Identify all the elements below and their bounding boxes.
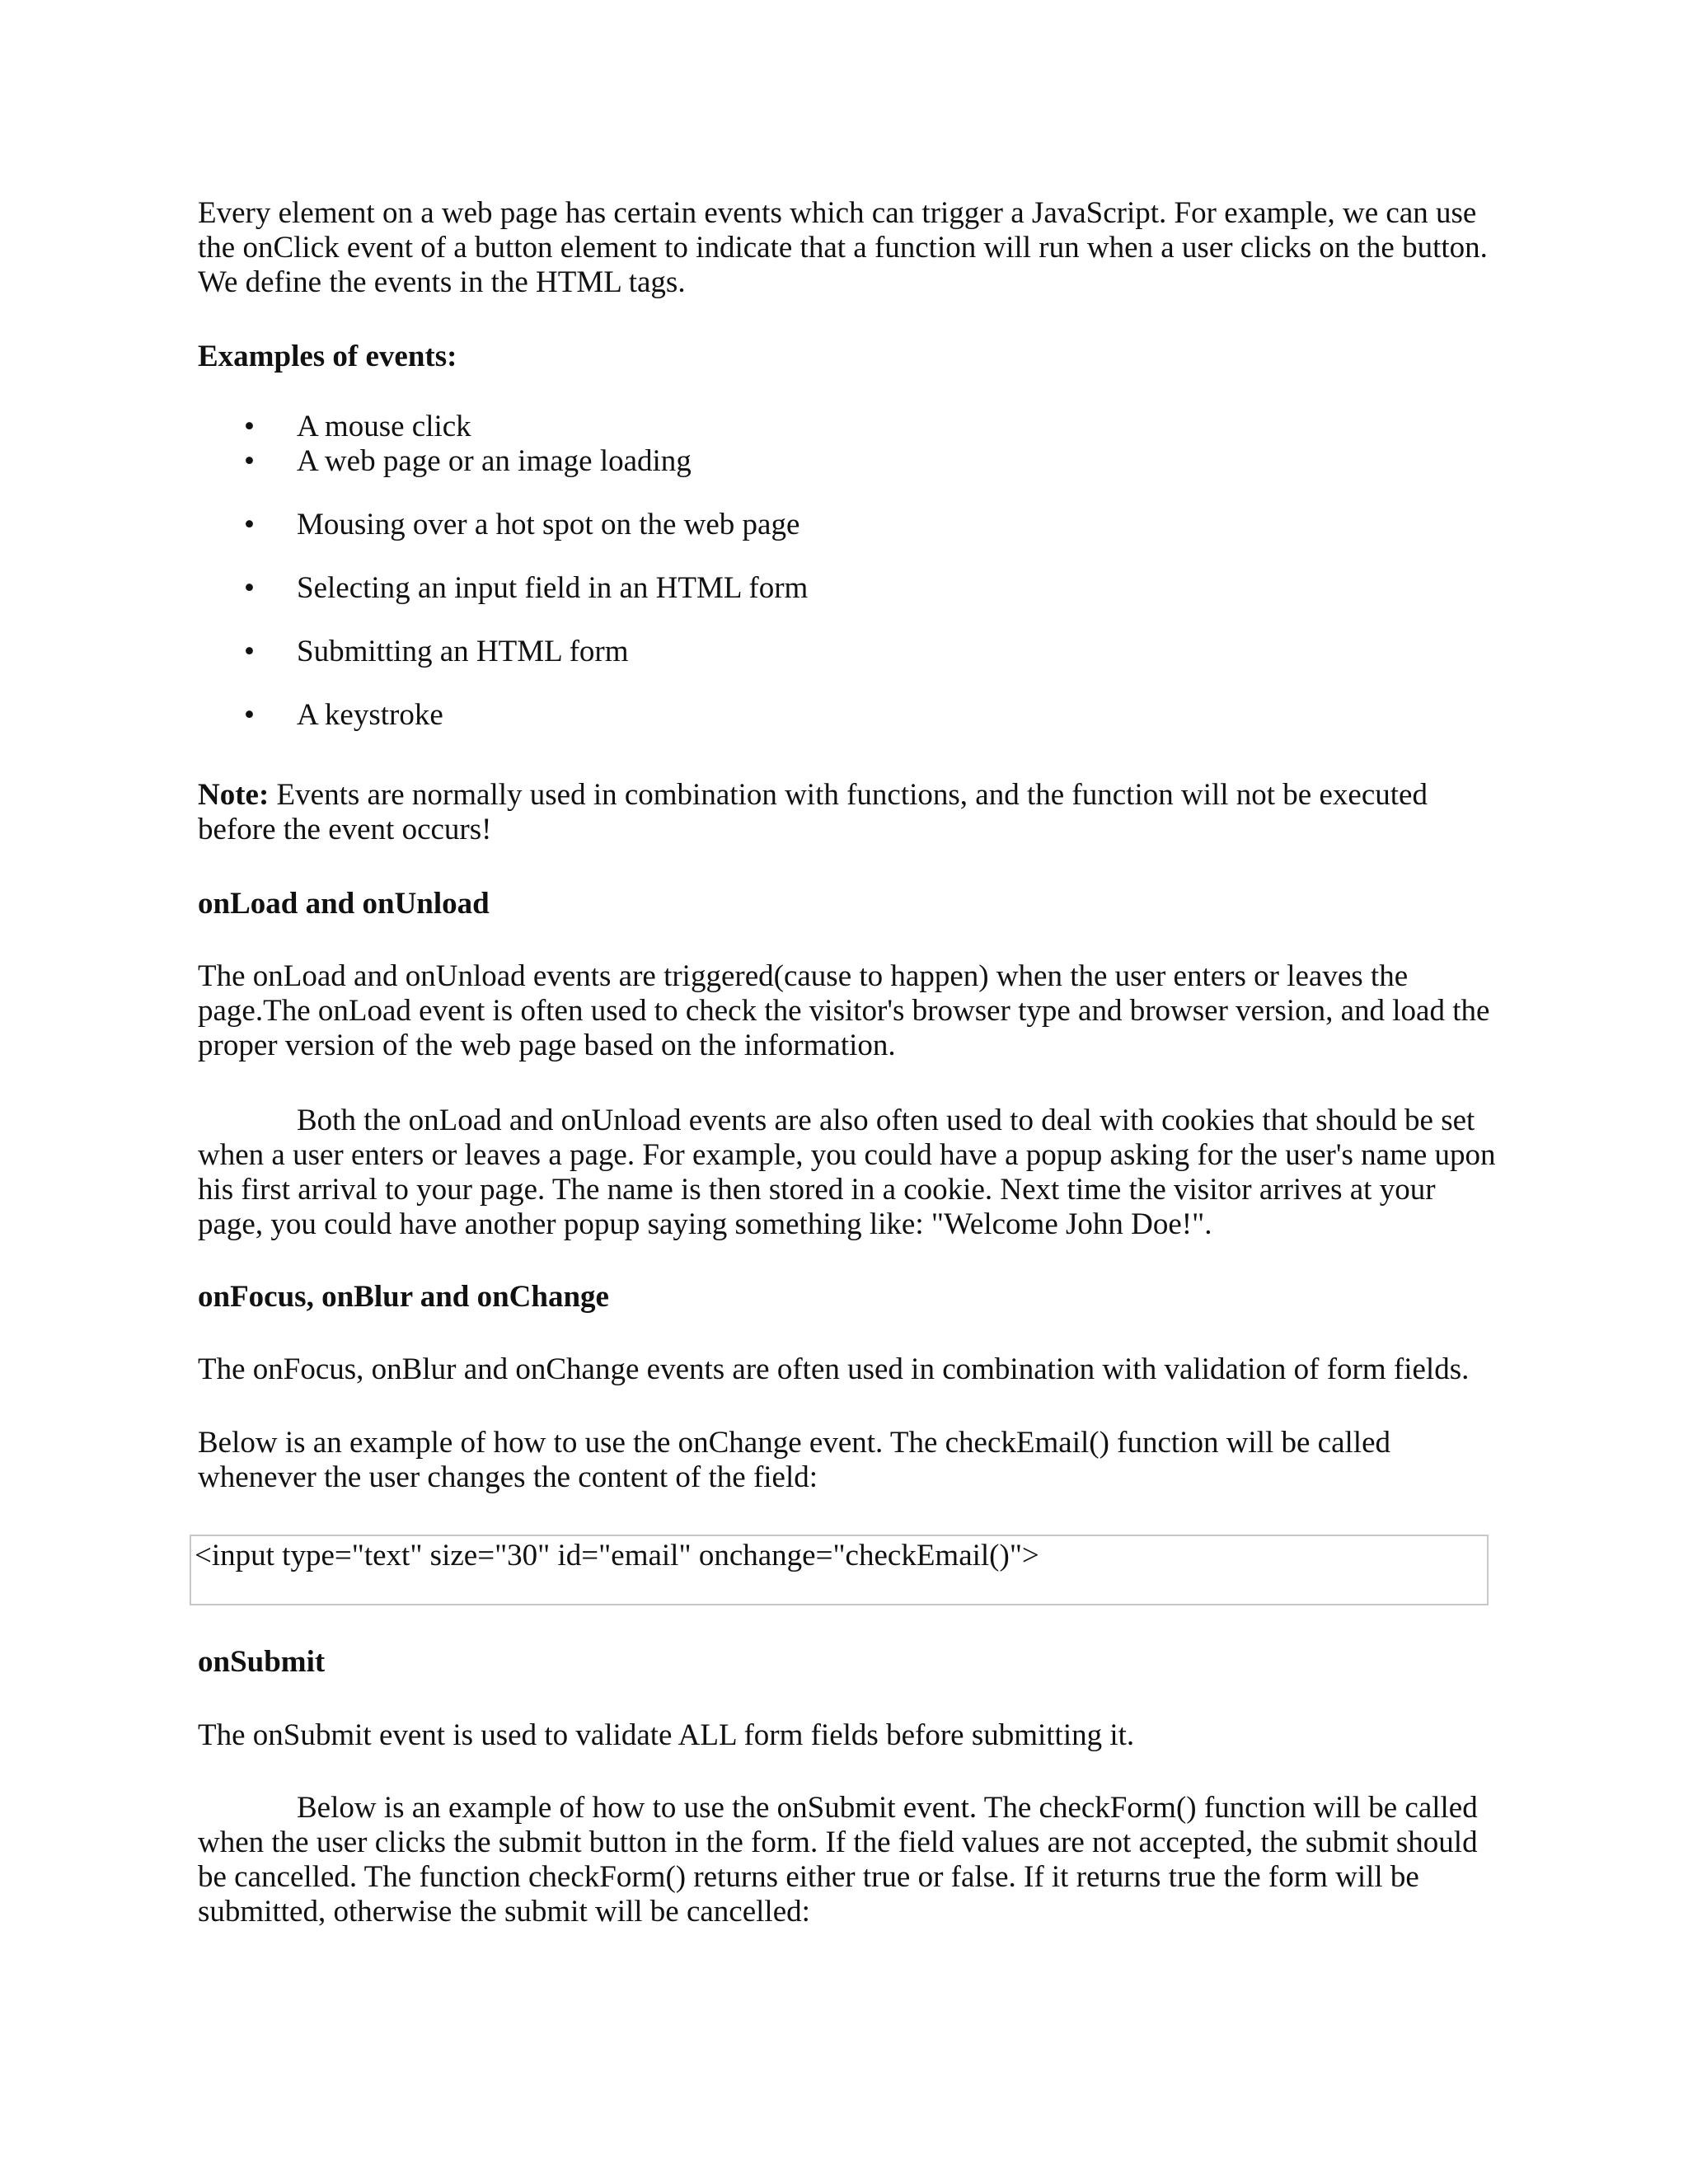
list-item xyxy=(198,508,1500,571)
code-example-box xyxy=(190,1535,1489,1605)
onfocus-paragraph-2: Below is an example of how to use the onChange event. The checkEmail() function will be called whenever the user changes the content of the field: xyxy=(198,1426,1391,1494)
list-item-text: Submitting an HTML form xyxy=(297,635,629,668)
list-item xyxy=(198,444,1500,508)
list-item-text: Selecting an input field in an HTML form xyxy=(297,571,809,605)
onload-heading: onLoad and onUnload xyxy=(198,887,490,921)
list-item-text: A mouse click xyxy=(297,410,471,443)
bullet-icon: • xyxy=(244,508,255,541)
list-item xyxy=(198,698,1500,733)
intro-paragraph: Every element on a web page has certain events which can trigger a JavaScript. For example, we can use the onClick event of a button element to indicate that a function will run when a user clicks on the button. We define the events in the HTML tags. xyxy=(198,196,1488,299)
note-paragraph xyxy=(198,778,1500,847)
examples-heading: Examples of events: xyxy=(198,340,457,373)
onfocus-heading: onFocus, onBlur and onChange xyxy=(198,1280,609,1314)
events-list xyxy=(198,410,1500,733)
bullet-icon: • xyxy=(244,410,255,443)
onsubmit-heading: onSubmit xyxy=(198,1645,326,1679)
onsubmit-paragraph-2: Below is an example of how to use the onSubmit event. The checkForm() function will be called when the user clicks the submit button in the form. If the field values are not accepted, the submit should be cancelled. The function checkForm() returns either true or false. If it returns true the form will be submitted, otherwise the submit will be cancelled: xyxy=(198,1791,1478,1929)
bullet-icon: • xyxy=(244,571,255,605)
onload-paragraph-2: Both the onLoad and onUnload events are also often used to deal with cookies that should be set when a user enters or leaves a page. For example, you could have a popup asking for the user's name upon his first arrival to your page. The name is then stored in a cookie. Next time the visitor arrives at your page, you could have another popup saying something like: "Welcome John Doe!". xyxy=(198,1104,1496,1241)
list-item xyxy=(198,635,1500,698)
onfocus-paragraph-1: The onFocus, onBlur and onChange events are often used in combination with validation of form fields. xyxy=(198,1352,1470,1386)
onload-paragraph-1: The onLoad and onUnload events are triggered(cause to happen) when the user enters or leaves the page.The onLoad event is often used to check the visitor's browser type and browser version, and load the proper version of the web page based on the information. xyxy=(198,959,1490,1062)
code-example-onchange: <input type="text" size="30" id="email" onchange="checkEmail()"> xyxy=(195,1539,1039,1572)
list-item-text: A keystroke xyxy=(297,698,443,732)
bullet-icon: • xyxy=(244,635,255,668)
onsubmit-paragraph-1: The onSubmit event is used to validate ALL form fields before submitting it. xyxy=(198,1718,1135,1752)
list-item xyxy=(198,410,1500,444)
list-item-text: Mousing over a hot spot on the web page xyxy=(297,508,800,541)
list-item xyxy=(198,571,1500,635)
bullet-icon: • xyxy=(244,444,255,478)
note-text: Events are normally used in combination with functions, and the function will not be executed before the event occurs! xyxy=(198,778,1428,846)
bullet-icon: • xyxy=(244,698,255,732)
note-label: Note: xyxy=(198,778,270,812)
list-item-text: A web page or an image loading xyxy=(297,444,692,478)
